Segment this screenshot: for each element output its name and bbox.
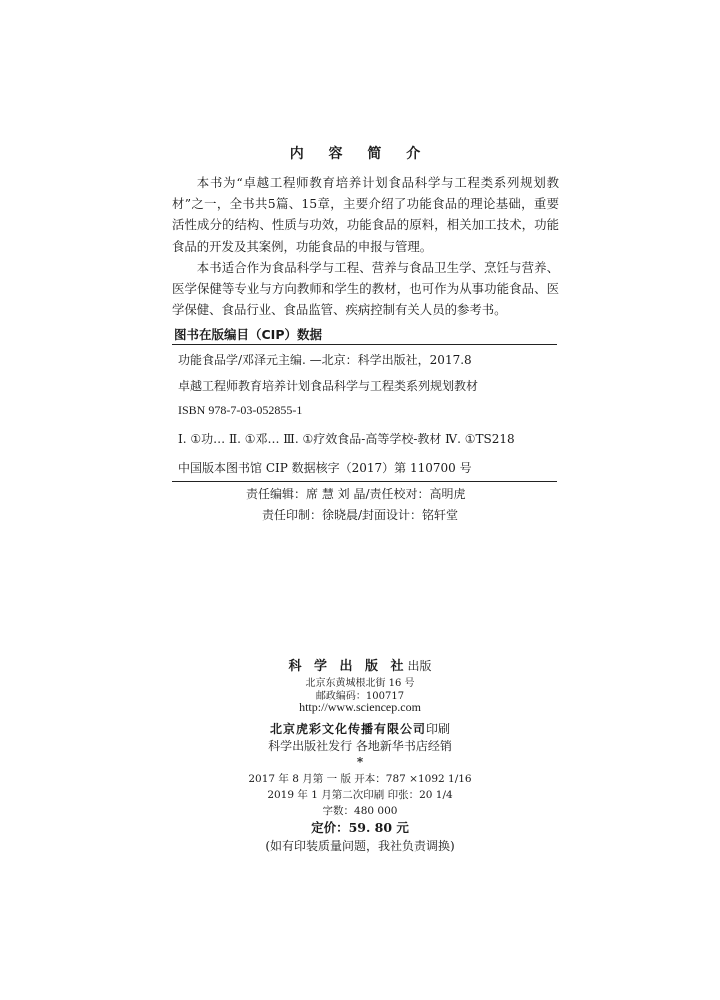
printer-line [0,718,720,737]
publisher-postcode: 邮政编码：100717 [315,691,405,702]
summary-paragraph: 本书为“卓越工程师教育培养计划食品科学与工程类系列规划教材”之一，全书共5篇、15章，主要介绍了功能食品的理论基础，重要活性成分的结构、性质与功效，功能食品的原料，相关加工技术，功能食品的开发及其案例，功能食品的申报与管理。 [172,175,559,254]
publisher-website: http://www.sciencep.com [299,700,421,714]
quality-notice: (如有印装质量问题，我社负责调换) [265,839,455,853]
editor-credits: 责任编辑：席 慧 刘 晶/责任校对：高明虎 [246,487,466,501]
price-line: 定价：59. 80 元 [311,820,409,835]
publisher-name: 科 学 出 版 社 [288,659,408,674]
publisher-address: 北京东黄城根北街 16 号 [305,678,415,689]
edition-line: 2017 年 8 月第 一 版 开本：787 ×1092 1/16 [248,773,472,785]
separator-star: * [356,755,364,769]
word-count: 字数：480 000 [322,805,398,817]
summary-title: 内 容 简 介 [289,146,431,162]
cip-classification-line: Ⅰ. ①功… Ⅱ. ①邓… Ⅲ. ①疗效食品-高等学校-教材 Ⅳ. ①TS218 [178,432,515,446]
publisher-line [0,655,720,674]
cip-title-line: 功能食品学/邓泽元主编. —北京：科学出版社，2017.8 [178,353,472,367]
printing-line: 2019 年 1 月第二次印刷 印张：20 1/4 [267,789,453,801]
cip-heading: 图书在版编目（CIP）数据 [174,327,322,342]
printer-name: 北京虎彩文化传播有限公司 [269,722,426,736]
publisher-suffix: 出版 [407,659,432,673]
cip-isbn-line: ISBN 978-7-03-052855-1 [178,403,303,417]
summary-paragraph: 本书适合作为食品科学与工程、营养与食品卫生学、烹饪与营养、医学保健等专业与方向教师和学生的教材，也可作为从事功能食品、医学保健、食品行业、食品监管、疾病控制有关人员的参考书。 [172,259,559,318]
cip-data-box [172,344,557,482]
production-credits: 责任印制：徐晓晨/封面设计：铭轩堂 [262,508,459,522]
summary-body [172,172,559,320]
distribution-line: 科学出版社发行 各地新华书店经销 [268,739,452,753]
cip-series-line: 卓越工程师教育培养计划食品科学与工程类系列规划教材 [178,379,479,393]
cip-record-number: 中国版本图书馆 CIP 数据核字（2017）第 110700 号 [178,461,472,475]
printer-suffix: 印刷 [426,722,451,736]
